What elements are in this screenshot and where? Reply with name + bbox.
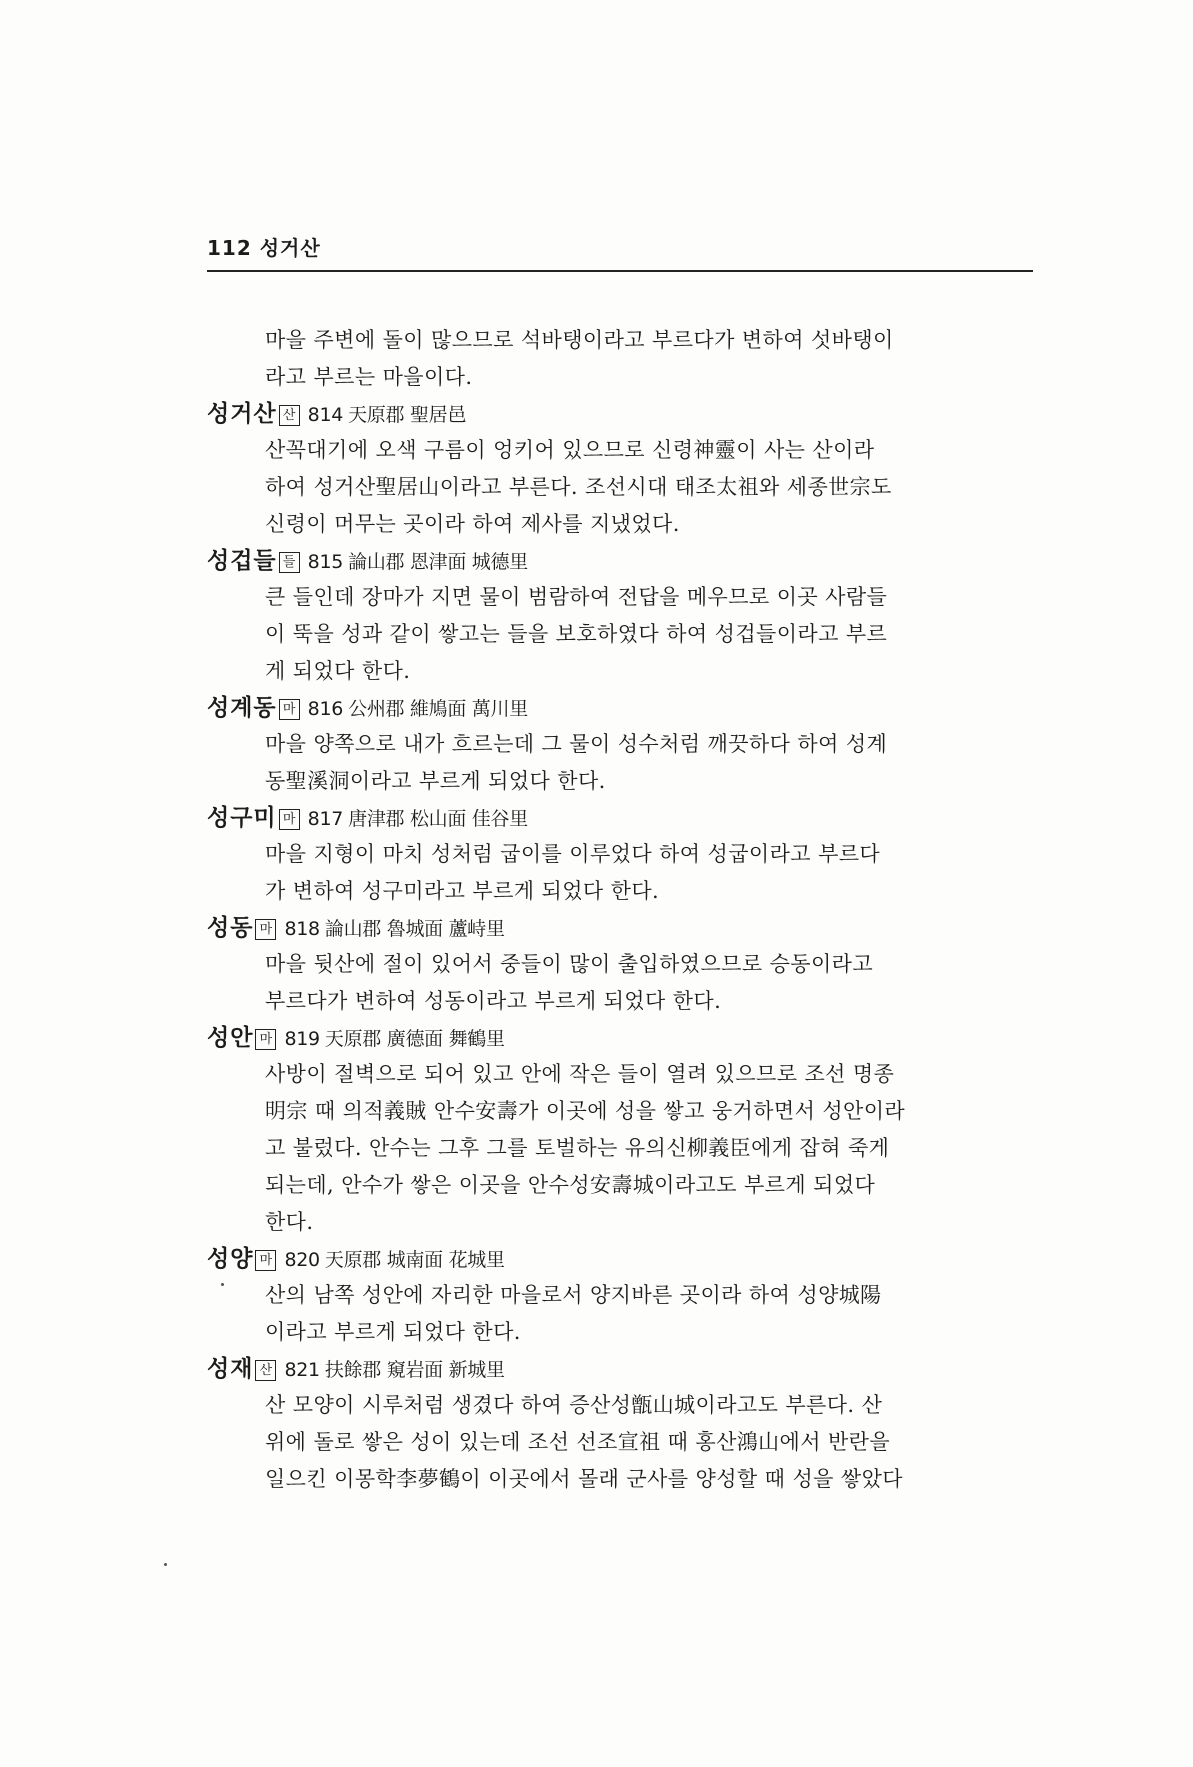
headword: 성재	[207, 1356, 254, 1382]
entry-body-line: 明宗 때 의적義賊 안수安壽가 이곳에 성을 쌓고 웅거하면서 성안이라	[265, 1099, 906, 1123]
running-title: 성거산	[259, 236, 321, 260]
page-number: 112	[207, 236, 252, 260]
entry-head	[207, 396, 1033, 432]
entry-number: 816	[307, 698, 344, 720]
scan-speck	[221, 1283, 224, 1286]
entry-body-line: 되는데, 안수가 쌓은 이곳을 안수성安壽城이라고도 부르게 되었다	[265, 1173, 876, 1197]
entry-head	[207, 690, 1033, 726]
entry-body-line: 이라고 부르게 되었다 한다.	[265, 1320, 521, 1344]
entry-location: 天原郡 城南面 花城里	[324, 1249, 505, 1271]
entry-body-line: 산의 남쪽 성안에 자리한 마을로서 양지바른 곳이라 하여 성양城陽	[265, 1283, 882, 1307]
entry-number: 815	[307, 551, 344, 573]
entry-location: 扶餘郡 窺岩面 新城里	[324, 1359, 505, 1381]
entry-body-line: 고 불렀다. 안수는 그후 그를 토벌하는 유의신柳義臣에게 잡혀 죽게	[265, 1136, 890, 1160]
entry-body-line: 부르다가 변하여 성동이라고 부르게 되었다 한다.	[265, 989, 722, 1013]
scan-speck	[164, 1563, 167, 1566]
entry-number: 814	[307, 404, 344, 426]
entry-body-line: 이 뚝을 성과 같이 쌓고는 들을 보호하였다 하여 성겁들이라고 부르	[265, 622, 888, 646]
headword: 성겁들	[207, 548, 277, 574]
entry-body-line: 한다.	[265, 1210, 314, 1234]
entry-body-line: 산꼭대기에 오색 구름이 엉키어 있으므로 신령神靈이 사는 산이라	[265, 438, 875, 462]
entry-body-line: 위에 돌로 쌓은 성이 있는데 조선 선조宣祖 때 홍산鴻山에서 반란을	[265, 1430, 891, 1454]
entry-head	[207, 1351, 1033, 1387]
entry-body-line: 동聖溪洞이라고 부르게 되었다 한다.	[265, 769, 606, 793]
entry-number: 817	[307, 808, 344, 830]
entry-body-line: 라고 부르는 마을이다.	[265, 365, 473, 389]
entry-location: 唐津郡 松山面 佳谷里	[348, 808, 528, 830]
entry-number: 818	[284, 918, 320, 940]
entry-body-line: 큰 들인데 장마가 지면 물이 범람하여 전답을 메우므로 이곳 사람들	[265, 585, 888, 609]
category-badge: 마	[255, 1029, 276, 1050]
entry-head	[207, 1020, 1033, 1056]
category-badge: 마	[255, 1250, 276, 1271]
entry-body-line: 신령이 머무는 곳이라 하여 제사를 지냈었다.	[265, 512, 680, 536]
entry-location: 天原郡 廣德面 舞鶴里	[324, 1028, 505, 1050]
entry-body-line: 가 변하여 성구미라고 부르게 되었다 한다.	[265, 879, 660, 903]
headword: 성양	[207, 1246, 254, 1272]
entry-body-line: 마을 뒷산에 절이 있어서 중들이 많이 출입하였으므로 승동이라고	[265, 952, 874, 976]
category-badge: 마	[279, 699, 300, 720]
category-badge: 들	[279, 552, 300, 573]
headword: 성구미	[207, 805, 277, 831]
headword: 성안	[207, 1025, 254, 1051]
entry-head	[207, 800, 1033, 836]
entry-body-line: 하여 성거산聖居山이라고 부른다. 조선시대 태조太祖와 세종世宗도	[265, 475, 892, 499]
entry-body-line: 일으킨 이몽학李夢鶴이 이곳에서 몰래 군사를 양성할 때 성을 쌓았다	[265, 1467, 903, 1491]
entry-body-line: 사방이 절벽으로 되어 있고 안에 작은 들이 열려 있으므로 조선 명종	[265, 1062, 895, 1086]
entry-body-line: 마을 주변에 돌이 많으므로 석바탱이라고 부르다가 변하여 섯바탱이	[265, 328, 894, 352]
entry-location: 論山郡 恩津面 城德里	[348, 551, 528, 573]
category-badge: 산	[279, 405, 300, 426]
category-badge: 마	[279, 809, 300, 830]
entry-body-line: 산 모양이 시루처럼 생겼다 하여 증산성甑山城이라고도 부른다. 산	[265, 1393, 883, 1417]
headword: 성계동	[207, 695, 277, 721]
headword: 성거산	[207, 401, 277, 427]
header-rule	[207, 270, 1033, 272]
headword: 성동	[207, 915, 254, 941]
entry-list	[207, 322, 1033, 1498]
entry-location: 天原郡 聖居邑	[348, 404, 467, 426]
entry-number: 820	[284, 1249, 320, 1271]
entry-head	[207, 543, 1033, 579]
entry-number: 821	[284, 1359, 320, 1381]
entry-number: 819	[284, 1028, 320, 1050]
entry-body-line: 게 되었다 한다.	[265, 659, 411, 683]
category-badge: 마	[255, 919, 276, 940]
category-badge: 산	[255, 1360, 276, 1381]
entry-head	[207, 1241, 1033, 1277]
entry-head	[207, 910, 1033, 946]
running-head	[207, 232, 321, 261]
entry-location: 論山郡 魯城面 蘆峙里	[324, 918, 505, 940]
entry-location: 公州郡 維鳩面 萬川里	[348, 698, 528, 720]
entry-body-line: 마을 지형이 마치 성처럼 굽이를 이루었다 하여 성굽이라고 부르다	[265, 842, 881, 866]
entry-body-line: 마을 양쪽으로 내가 흐르는데 그 물이 성수처럼 깨끗하다 하여 성계	[265, 732, 888, 756]
